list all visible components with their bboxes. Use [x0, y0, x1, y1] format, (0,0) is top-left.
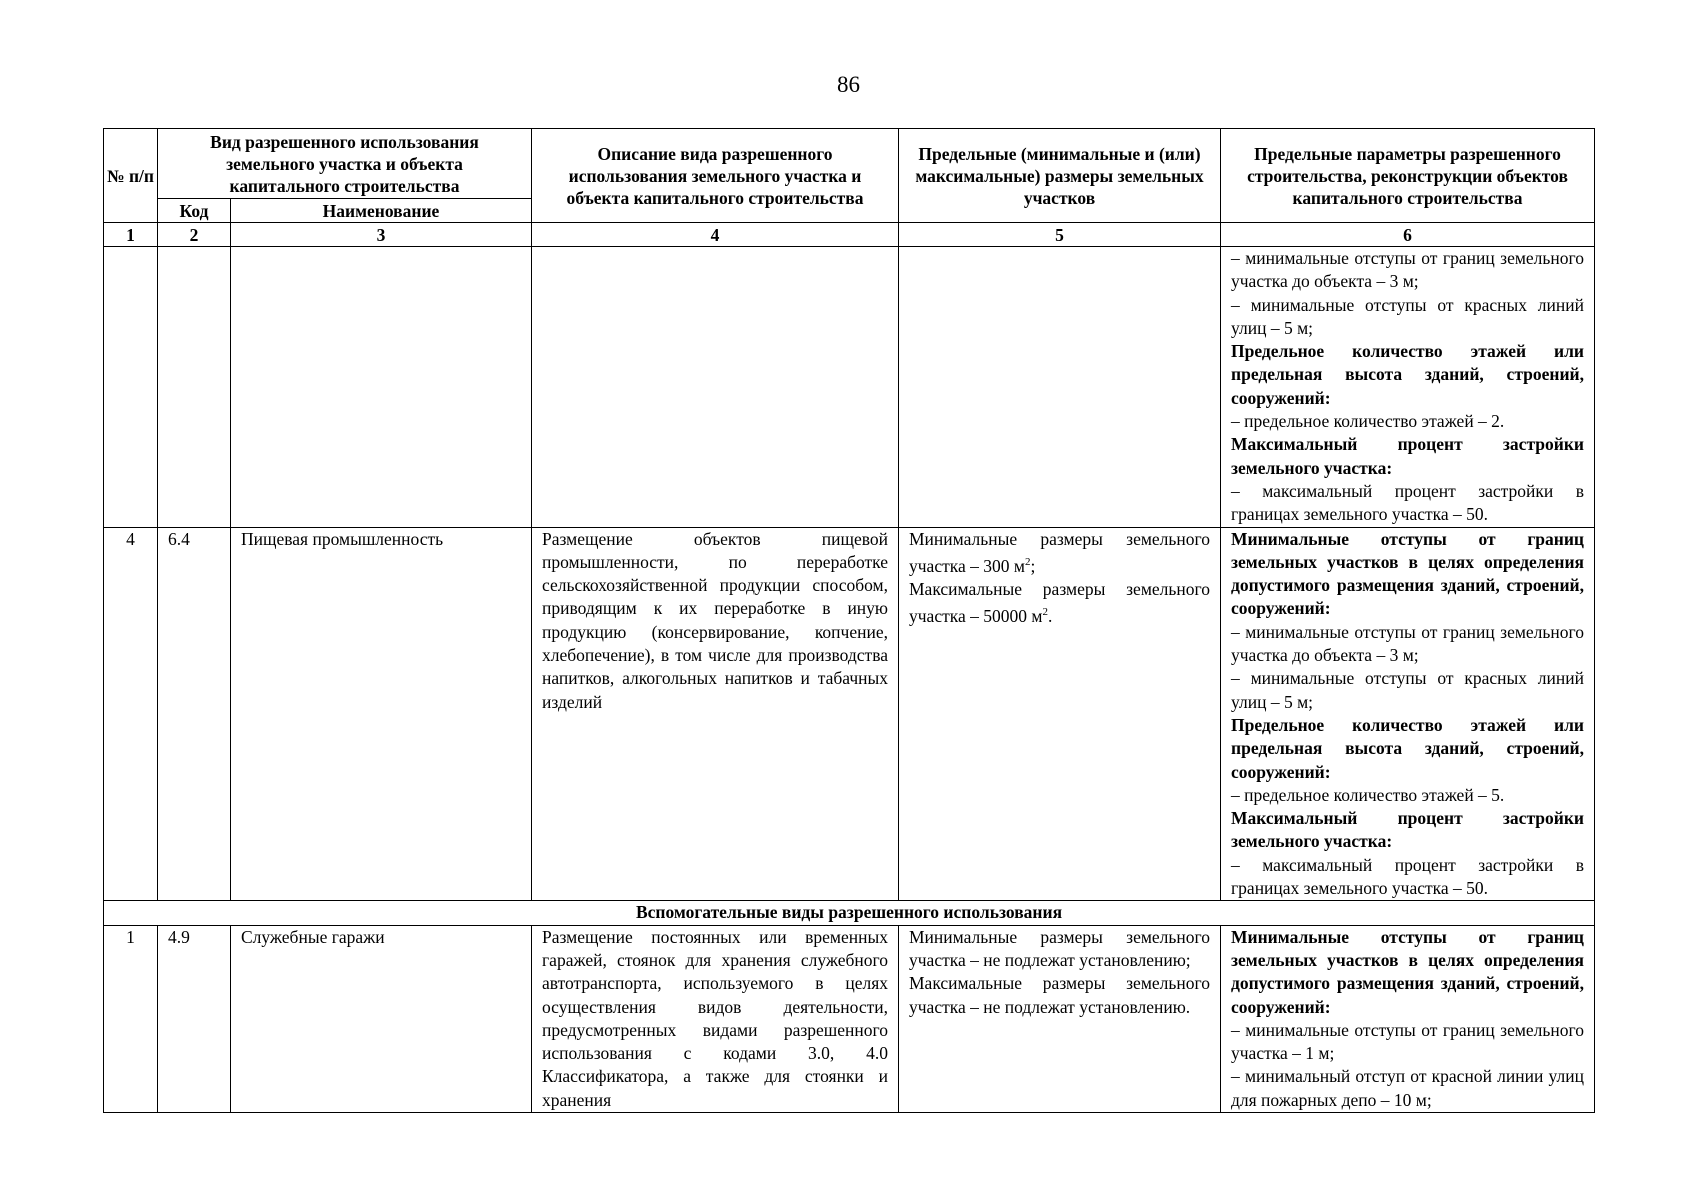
row-name: Пищевая промышленность	[231, 527, 532, 901]
cell-empty	[231, 247, 532, 528]
header-description: Описание вида разрешенного использования земельного участка и объекта капитального строительства	[532, 129, 899, 223]
land-use-table	[103, 128, 1595, 1113]
cell-empty	[899, 247, 1221, 528]
param-heading: Минимальные отступы от границ земельных участков в целях определения допустимого размещения зданий, строений, сооружений:	[1231, 926, 1584, 1017]
max-size-text: Максимальные размеры земельного участка – 50000 $м^2$.	[909, 578, 1210, 627]
max-size-text: Максимальные размеры земельного участка – не подлежат установлению.	[909, 973, 1210, 1017]
param-heading: Максимальный процент застройки земельного участка:	[1231, 808, 1584, 852]
params-cell	[1221, 527, 1595, 901]
param-line: – максимальный процент застройки в границах земельного участка – 50.	[1231, 854, 1584, 899]
section-title: Вспомогательные виды разрешенного использования	[104, 901, 1595, 925]
header-num-5: 5	[899, 223, 1221, 247]
params-cell	[1221, 925, 1595, 1112]
row-description: Размещение постоянных или временных гаражей, стоянок для хранения служебного автотранспорта, используемого в целях осуществления видов деятельности, предусмотренных видами разрешенного использования с кодами 3.0, 4.0 Классификатора, а также для стоянки и хранения	[532, 925, 899, 1112]
section-row	[104, 901, 1595, 925]
row-plot-sizes	[899, 925, 1221, 1112]
header-num-2: 2	[158, 223, 231, 247]
cell-empty	[158, 247, 231, 528]
header-code: Код	[158, 199, 231, 223]
table-header	[104, 129, 1595, 247]
header-num-4: 4	[532, 223, 899, 247]
row-number: 4	[104, 527, 158, 901]
header-number: № п/п	[104, 129, 158, 223]
row-name: Служебные гаражи	[231, 925, 532, 1112]
min-size-text: Минимальные размеры земельного участка – 300 $м^2$;	[909, 528, 1210, 576]
param-line: – минимальные отступы от красных линий улиц – 5 м;	[1231, 668, 1584, 712]
row-plot-sizes	[899, 527, 1221, 901]
param-line: – минимальный отступ от красной линии улиц для пожарных депо – 10 м;	[1231, 1066, 1584, 1110]
header-num-1: 1	[104, 223, 158, 247]
param-line: – предельное количество этажей – 5.	[1231, 784, 1505, 805]
param-line: – минимальные отступы от границ земельного участка – 1 м;	[1231, 1019, 1584, 1064]
cell-empty	[532, 247, 899, 528]
page-number: 86	[837, 72, 860, 97]
table-row-service-garages	[104, 925, 1595, 1112]
param-line: – максимальный процент застройки в границах земельного участка – 50.	[1231, 480, 1584, 525]
header-num-6: 6	[1221, 223, 1595, 247]
param-heading: Предельное количество этажей или предельная высота зданий, строений, сооружений:	[1231, 341, 1584, 408]
header-construction-params: Предельные параметры разрешенного строительства, реконструкции объектов капитального строительства	[1221, 129, 1595, 223]
min-size-text: Минимальные размеры земельного участка – не подлежат установлению;	[909, 926, 1210, 970]
table-row-continued	[104, 247, 1595, 528]
param-line: – предельное количество этажей – 2.	[1231, 411, 1505, 432]
row-number: 1	[104, 925, 158, 1112]
header-use-type-group: Вид разрешенного использования земельного участка и объекта капитального строительства	[158, 129, 532, 199]
header-num-3: 3	[231, 223, 532, 247]
header-name: Наименование	[231, 199, 532, 223]
header-plot-sizes: Предельные (минимальные и (или) максимальные) размеры земельных участков	[899, 129, 1221, 223]
params-cell	[1221, 247, 1595, 528]
param-line: – минимальные отступы от красных линий улиц – 5 м;	[1231, 294, 1584, 338]
table-row-food-industry	[104, 527, 1595, 901]
row-code: 4.9	[158, 925, 231, 1112]
param-heading: Предельное количество этажей или предельная высота зданий, строений, сооружений:	[1231, 714, 1584, 782]
param-line: – минимальные отступы от границ земельного участка до объекта – 3 м;	[1231, 248, 1584, 292]
cell-empty	[104, 247, 158, 528]
row-code: 6.4	[158, 527, 231, 901]
param-heading: Максимальный процент застройки земельного участка:	[1231, 434, 1584, 478]
row-description: Размещение объектов пищевой промышленности, по переработке сельскохозяйственной продукции способом, приводящим к их переработке в иную продукцию (консервирование, копчение, хлебопечение), в том числе для производства напитков, алкогольных напитков и табачных изделий	[532, 527, 899, 901]
param-heading: Минимальные отступы от границ земельных участков в целях определения допустимого размещения зданий, строений, сооружений:	[1231, 528, 1584, 619]
param-line: – минимальные отступы от границ земельного участка до объекта – 3 м;	[1231, 621, 1584, 666]
